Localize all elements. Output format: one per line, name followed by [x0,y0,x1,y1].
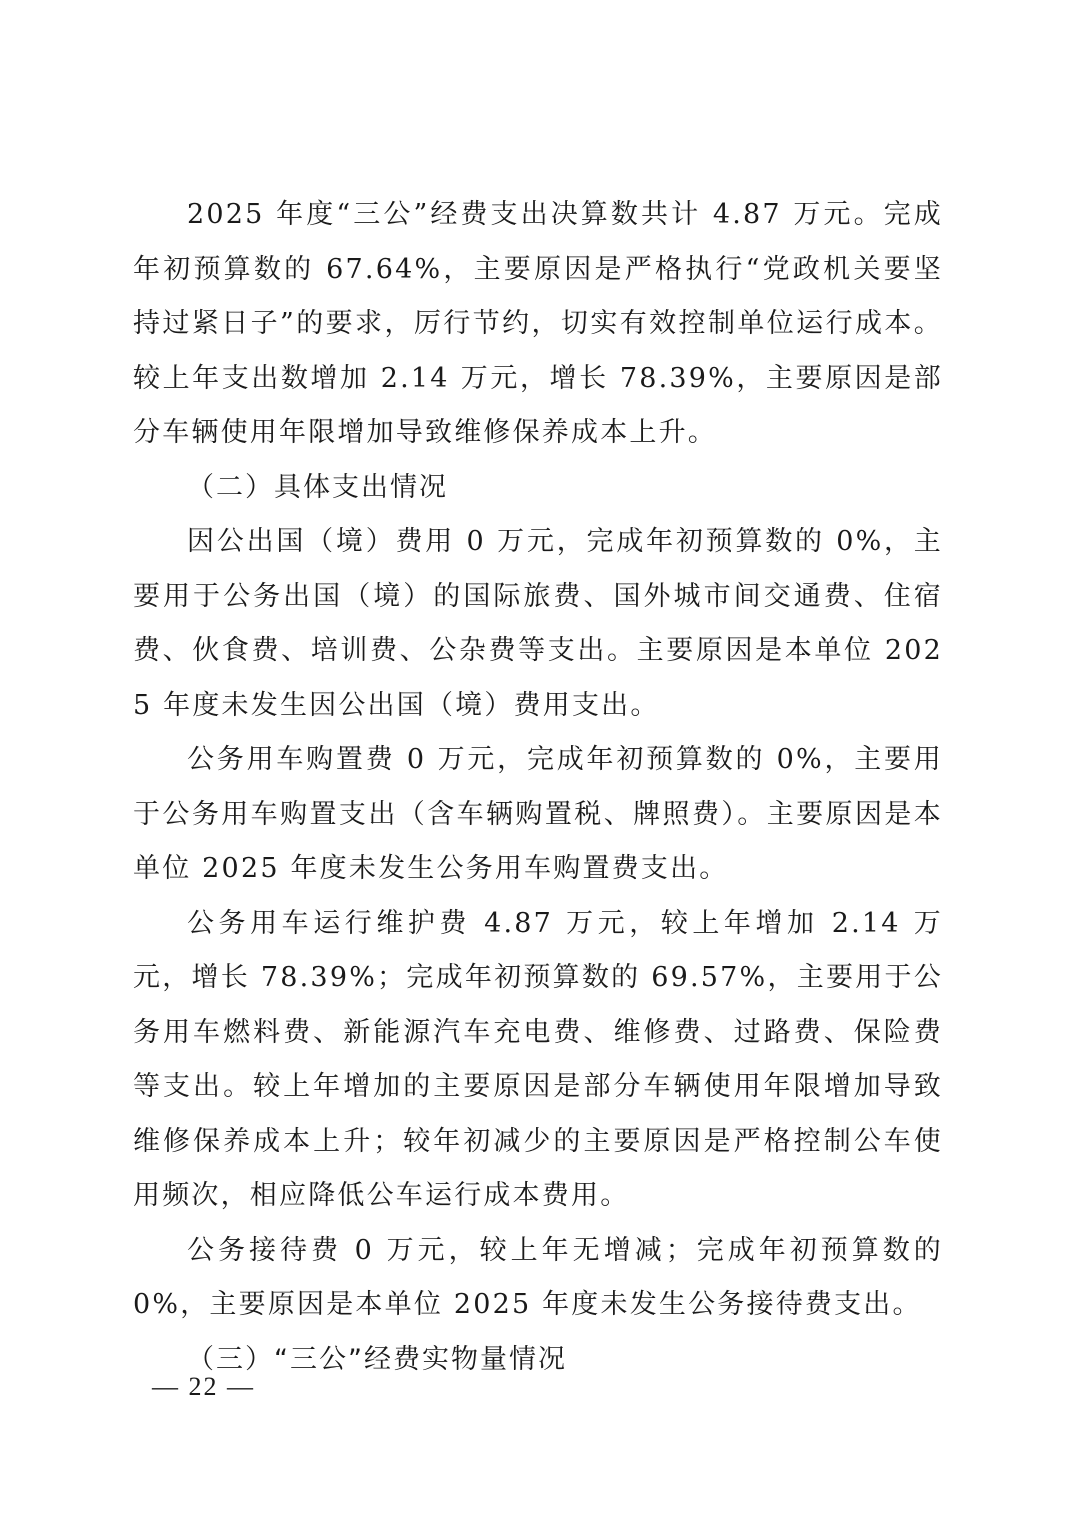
paragraph-three-public-summary: 2025 年度“三公”经费支出决算数共计 4.87 万元。完成年初预算数的 67.64%，主要原因是严格执行“党政机关要坚持过紧日子”的要求，厉行节约，切实有效控制单位运行成本。较上年支出数增加 2.14 万元，增长 78.39%，主要原因是部分车辆使用年限增加导致维修保养成本上升。 [133,199,943,448]
document-body [133,188,943,1387]
section-heading-physical-quantity: （三）“三公”经费实物量情况 [187,1343,567,1375]
paragraph-vehicle-purchase: 公务用车购置费 0 万元，完成年初预算数的 0%，主要用于公务用车购置支出（含车辆购置税、牌照费）。主要原因是本单位 2025 年度未发生公务用车购置费支出。 [133,744,943,884]
paragraph-official-reception: 公务接待费 0 万元，较上年无增减；完成年初预算数的 0%，主要原因是本单位 2025 年度未发生公务接待费支出。 [133,1234,943,1320]
paragraph-overseas-travel: 因公出国（境）费用 0 万元，完成年初预算数的 0%，主要用于公务出国（境）的国际旅费、国外城市间交通费、住宿费、伙食费、培训费、公杂费等支出。主要原因是本单位 2025 年度未发生因公出国（境）费用支出。 [133,526,943,721]
paragraph-vehicle-maintenance: 公务用车运行维护费 4.87 万元，较上年增加 2.14 万元，增长 78.39%；完成年初预算数的 69.57%，主要用于公务用车燃料费、新能源汽车充电费、维修费、过路费、保险费等支出。较上年增加的主要原因是部分车辆使用年限增加导致维修保养成本上升；较年初减少的主要原因是严格控制公车使用频次，相应降低公车运行成本费用。 [133,907,943,1211]
page-number: — 22 — [152,1372,255,1401]
section-heading-specific-expenses: （二）具体支出情况 [187,471,448,503]
